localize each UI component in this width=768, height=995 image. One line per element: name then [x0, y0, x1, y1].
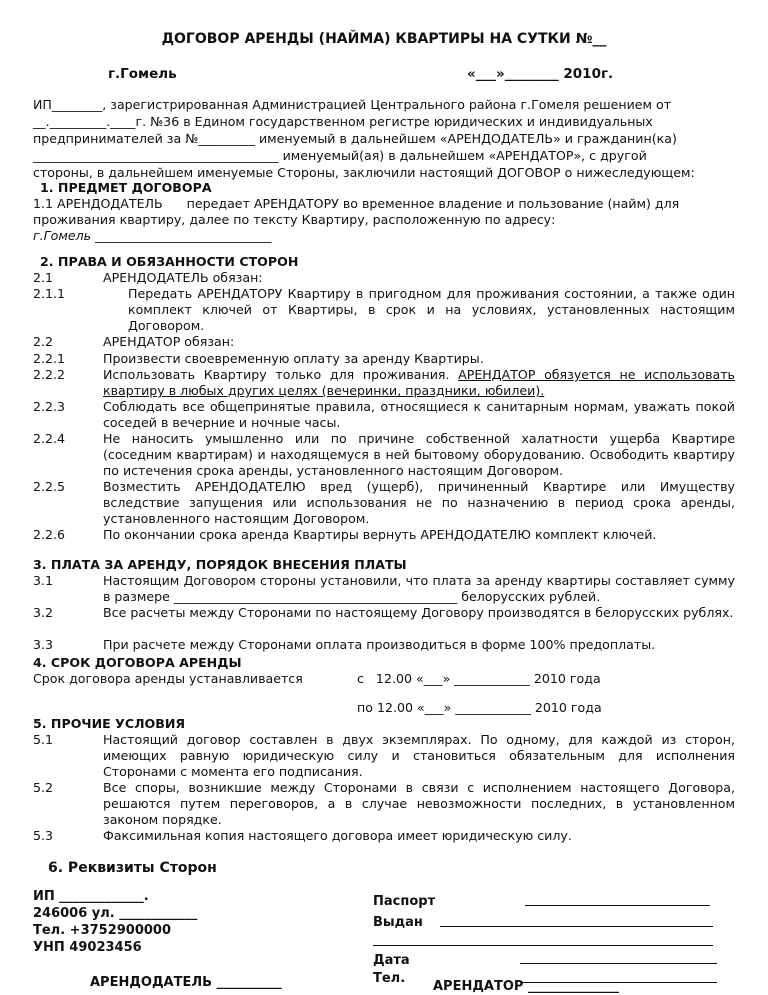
section-1-body [33, 196, 735, 244]
item-number: 3.3 [33, 637, 54, 652]
section-5-heading: 5. ПРОЧИЕ УСЛОВИЯ [33, 716, 186, 731]
item-text: Настоящим Договором стороны установили, что плата за аренду квартиры составляет сумму в размере _____________________________________________ белорусских рублей. [103, 573, 735, 604]
term-label: Срок договора аренды устанавливается [33, 671, 303, 686]
item-text: Настоящий договор составлен в двух экземплярах. По одному, для каждой из сторон, имеющих равную юридическую силу и становиться обязательным для исполнения Сторонами с момента его подписания. [103, 732, 735, 779]
lessor-unp: УНП 49023456 [33, 940, 142, 955]
item-text: Передать АРЕНДАТОРУ Квартиру в пригодном для проживания состоянии, а также один комплект ключей от Квартиры, в срок и на условиях, установленных настоящим Договором. [128, 286, 735, 333]
item-number: 2.2.3 [33, 399, 66, 414]
lessor-signature: АРЕНДОДАТЕЛЬ __________ [90, 975, 282, 990]
issued-line [440, 926, 713, 927]
item-text: Возместить АРЕНДОДАТЕЛЮ вред (ущерб), причиненный Квартире или Имуществу вследствие запущения или использования не по назначению в период срока аренды, установленного настоящим Договором. [103, 479, 735, 526]
intro-line: стороны, в дальнейшем именуемые Стороны, заключили настоящий ДОГОВОР о нижеследующем: [33, 165, 695, 180]
item-text: По окончании срока аренда Квартиры вернуть АРЕНДОДАТЕЛЮ комплект ключей. [103, 527, 657, 542]
phone-label: Тел. [373, 971, 406, 986]
item-text: Факсимильная копия настоящего договора имеет юридическую силу. [103, 828, 572, 843]
term-to: по 12.00 «___» ____________ 2010 года [357, 700, 602, 715]
section-2-heading: 2. ПРАВА И ОБЯЗАННОСТИ СТОРОН [40, 254, 299, 269]
item-number: 2.2.4 [33, 431, 66, 446]
item-number: 2.2.1 [33, 351, 66, 366]
city: г.Гомель [108, 66, 177, 82]
lessor-ip: ИП _____________. [33, 889, 149, 904]
item-number: 5.2 [33, 780, 54, 795]
item-number: 2.2 [33, 334, 54, 349]
lessor-details [33, 888, 197, 956]
address-line: г.Гомель ____________________________ [33, 228, 272, 243]
item-text-plain: Использовать Квартиру только для проживания. [103, 367, 450, 382]
item-number: 2.2.2 [33, 367, 66, 382]
term-from: с 12.00 «___» ____________ 2010 года [357, 671, 601, 686]
section-3-heading: 3. ПЛАТА ЗА АРЕНДУ, ПОРЯДОК ВНЕСЕНИЯ ПЛАТЫ [33, 557, 407, 572]
item-text: АРЕНДОДАТЕЛЬ обязан: [103, 270, 263, 285]
section-1-line: проживания квартиру, далее по тексту Квартиру, расположенную по адресу: [33, 212, 556, 227]
item-text: При расчете между Сторонами оплата производиться в форме 100% предоплаты. [103, 637, 656, 652]
lessor-address: 246006 ул. ____________ [33, 906, 198, 921]
item-number: 3.2 [33, 605, 54, 620]
lessor-phone: Тел. +3752900000 [33, 923, 172, 938]
passport-line [525, 905, 710, 906]
item-text [103, 367, 735, 399]
item-text: Не наносить умышленно или по причине собственной халатности ущерба Квартире (соседним квартирам) и находящемуся в ней бытовому оборудованию. Освободить квартиру по истечения срока аренды, установленного настоящим Договором. [103, 431, 735, 478]
item-number: 2.1 [33, 270, 54, 285]
passport-label: Паспорт [373, 894, 436, 909]
section-1-line: 1.1 АРЕНДОДАТЕЛЬ передает АРЕНДАТОРУ во временное владение и пользование (найм) для [33, 196, 680, 211]
lessee-signature: АРЕНДАТОР ______________ [433, 979, 619, 994]
item-number: 2.2.5 [33, 479, 66, 494]
section-4-heading: 4. СРОК ДОГОВОРА АРЕНДЫ [33, 655, 242, 670]
item-number: 3.1 [33, 573, 54, 588]
date-label: Дата [373, 953, 410, 968]
item-text-underlined: АРЕНДАТОР обязуется не использовать квартиру в любых других целях (вечеринки, праздники, юбилеи). [103, 367, 735, 398]
intro-paragraph [33, 96, 735, 181]
contract-date: «___»________ 2010г. [467, 66, 614, 82]
item-number: 5.3 [33, 828, 54, 843]
intro-line: ИП________, зарегистрированная Администрацией Центрального района г.Гомеля решением от [33, 97, 672, 112]
item-number: 2.1.1 [33, 286, 66, 301]
intro-line: __._________.____г. №36 в Едином государственном регистре юридических и индивидуальных [33, 114, 653, 129]
item-text: Все расчеты между Сторонами по настоящему Договору производятся в белорусских рублях. [103, 605, 734, 620]
issued-label: Выдан [373, 915, 423, 930]
item-text: Соблюдать все общепринятые правила, относящиеся к санитарным нормам, уважать покой соседей в вечерние и ночные часы. [103, 399, 735, 430]
date-line [520, 963, 717, 964]
issued-line-2 [373, 945, 713, 946]
section-1-heading: 1. ПРЕДМЕТ ДОГОВОРА [40, 180, 212, 195]
intro-line: _______________________________________ именуемый(ая) в дальнейшем «АРЕНДАТОР», с другой [33, 148, 647, 163]
item-number: 5.1 [33, 732, 54, 747]
item-text: Все споры, возникшие между Сторонами в связи с исполнением настоящего Договора, решаются путем переговоров, а в случае невозможности последних, в установленном законом порядке. [103, 780, 735, 827]
document-title: ДОГОВОР АРЕНДЫ (НАЙМА) КВАРТИРЫ НА СУТКИ №__ [161, 31, 607, 47]
item-text: АРЕНДАТОР обязан: [103, 334, 235, 349]
item-text: Произвести своевременную оплату за аренду Квартиры. [103, 351, 484, 366]
intro-line: предпринимателей за №_________ именуемый в дальнейшем «АРЕНДОДАТЕЛЬ» и гражданин(ка) [33, 131, 677, 146]
section-6-heading: 6. Реквизиты Сторон [48, 860, 217, 876]
item-number: 2.2.6 [33, 527, 66, 542]
